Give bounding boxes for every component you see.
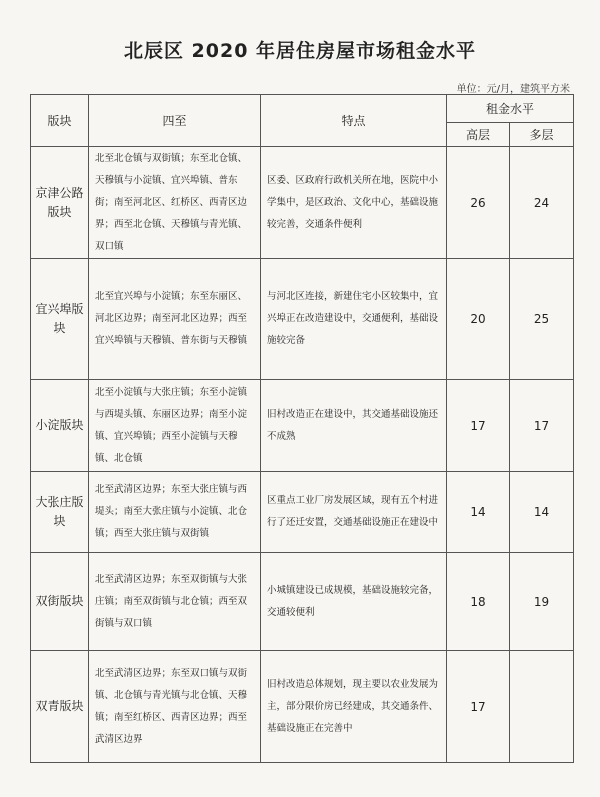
block-name: 小淀版块 [31, 380, 89, 472]
header-block: 版块 [31, 95, 89, 147]
block-bounds: 北至武清区边界；东至大张庄镇与西堤头；南至大张庄镇与小淀镇、北仓镇；西至大张庄镇与双街镇 [89, 472, 261, 553]
header-features: 特点 [261, 95, 447, 147]
rent-multi-story: 19 [510, 553, 574, 651]
rent-multi-story [510, 651, 574, 763]
block-name: 京津公路版块 [31, 147, 89, 259]
block-bounds: 北至武清区边界；东至双街镇与大张庄镇；南至双街镇与北仓镇；西至双街镇与双口镇 [89, 553, 261, 651]
rent-multi-story: 24 [510, 147, 574, 259]
rent-multi-story: 25 [510, 259, 574, 380]
block-name: 宜兴埠版块 [31, 259, 89, 380]
block-bounds: 北至北仓镇与双街镇；东至北仓镇、天穆镇与小淀镇、宜兴埠镇、普东街；南至河北区、红桥区、西青区边界；西至北仓镇、天穆镇与青光镇、双口镇 [89, 147, 261, 259]
unit-note: 单位：元/月，建筑平方米 [456, 84, 570, 95]
block-name: 双青版块 [31, 651, 89, 763]
block-bounds: 北至小淀镇与大张庄镇；东至小淀镇与西堤头镇、东丽区边界；南至小淀镇、宜兴埠镇；西至小淀镇与天穆镇、北仓镇 [89, 380, 261, 472]
header-rent-level: 租金水平 [447, 95, 574, 123]
header-high-rise: 高层 [447, 123, 510, 147]
rent-high-rise: 14 [447, 472, 510, 553]
block-features: 与河北区连接，新建住宅小区较集中，宜兴埠正在改造建设中，交通便利，基础设施较完备 [261, 259, 447, 380]
rent-high-rise: 17 [447, 380, 510, 472]
rent-high-rise: 17 [447, 651, 510, 763]
table-row [31, 259, 574, 380]
block-features: 旧村改造总体规划，现主要以农业发展为主，部分限价房已经建成，其交通条件、基础设施正在完善中 [261, 651, 447, 763]
block-bounds: 北至宜兴埠与小淀镇；东至东丽区、河北区边界；南至河北区边界；西至宜兴埠镇与天穆镇、普东街与天穆镇 [89, 259, 261, 380]
block-features: 区委、区政府行政机关所在地，医院中小学集中，是区政治、文化中心，基础设施较完善，交通条件便利 [261, 147, 447, 259]
table-row [31, 380, 574, 472]
block-features: 旧村改造正在建设中，其交通基础设施还不成熟 [261, 380, 447, 472]
block-name: 大张庄版块 [31, 472, 89, 553]
table-header-row [31, 95, 574, 123]
rent-multi-story: 17 [510, 380, 574, 472]
table-row [31, 553, 574, 651]
header-multi-story: 多层 [510, 123, 574, 147]
rent-high-rise: 26 [447, 147, 510, 259]
block-name: 双街版块 [31, 553, 89, 651]
rent-table [30, 94, 574, 763]
block-features: 区重点工业厂房发展区域，现有五个村进行了还迁安置，交通基础设施正在建设中 [261, 472, 447, 553]
table-row [31, 472, 574, 553]
block-features: 小城镇建设已成规模，基础设施较完备，交通较便利 [261, 553, 447, 651]
table-row [31, 147, 574, 259]
page-title: 北辰区 2020 年居住房屋市场租金水平 [123, 40, 477, 62]
rent-high-rise: 20 [447, 259, 510, 380]
rent-multi-story: 14 [510, 472, 574, 553]
block-bounds: 北至武清区边界；东至双口镇与双街镇、北仓镇与青光镇与北仓镇、天穆镇；南至红桥区、西青区边界；西至武清区边界 [89, 651, 261, 763]
rent-high-rise: 18 [447, 553, 510, 651]
table-row [31, 651, 574, 763]
header-bounds: 四至 [89, 95, 261, 147]
